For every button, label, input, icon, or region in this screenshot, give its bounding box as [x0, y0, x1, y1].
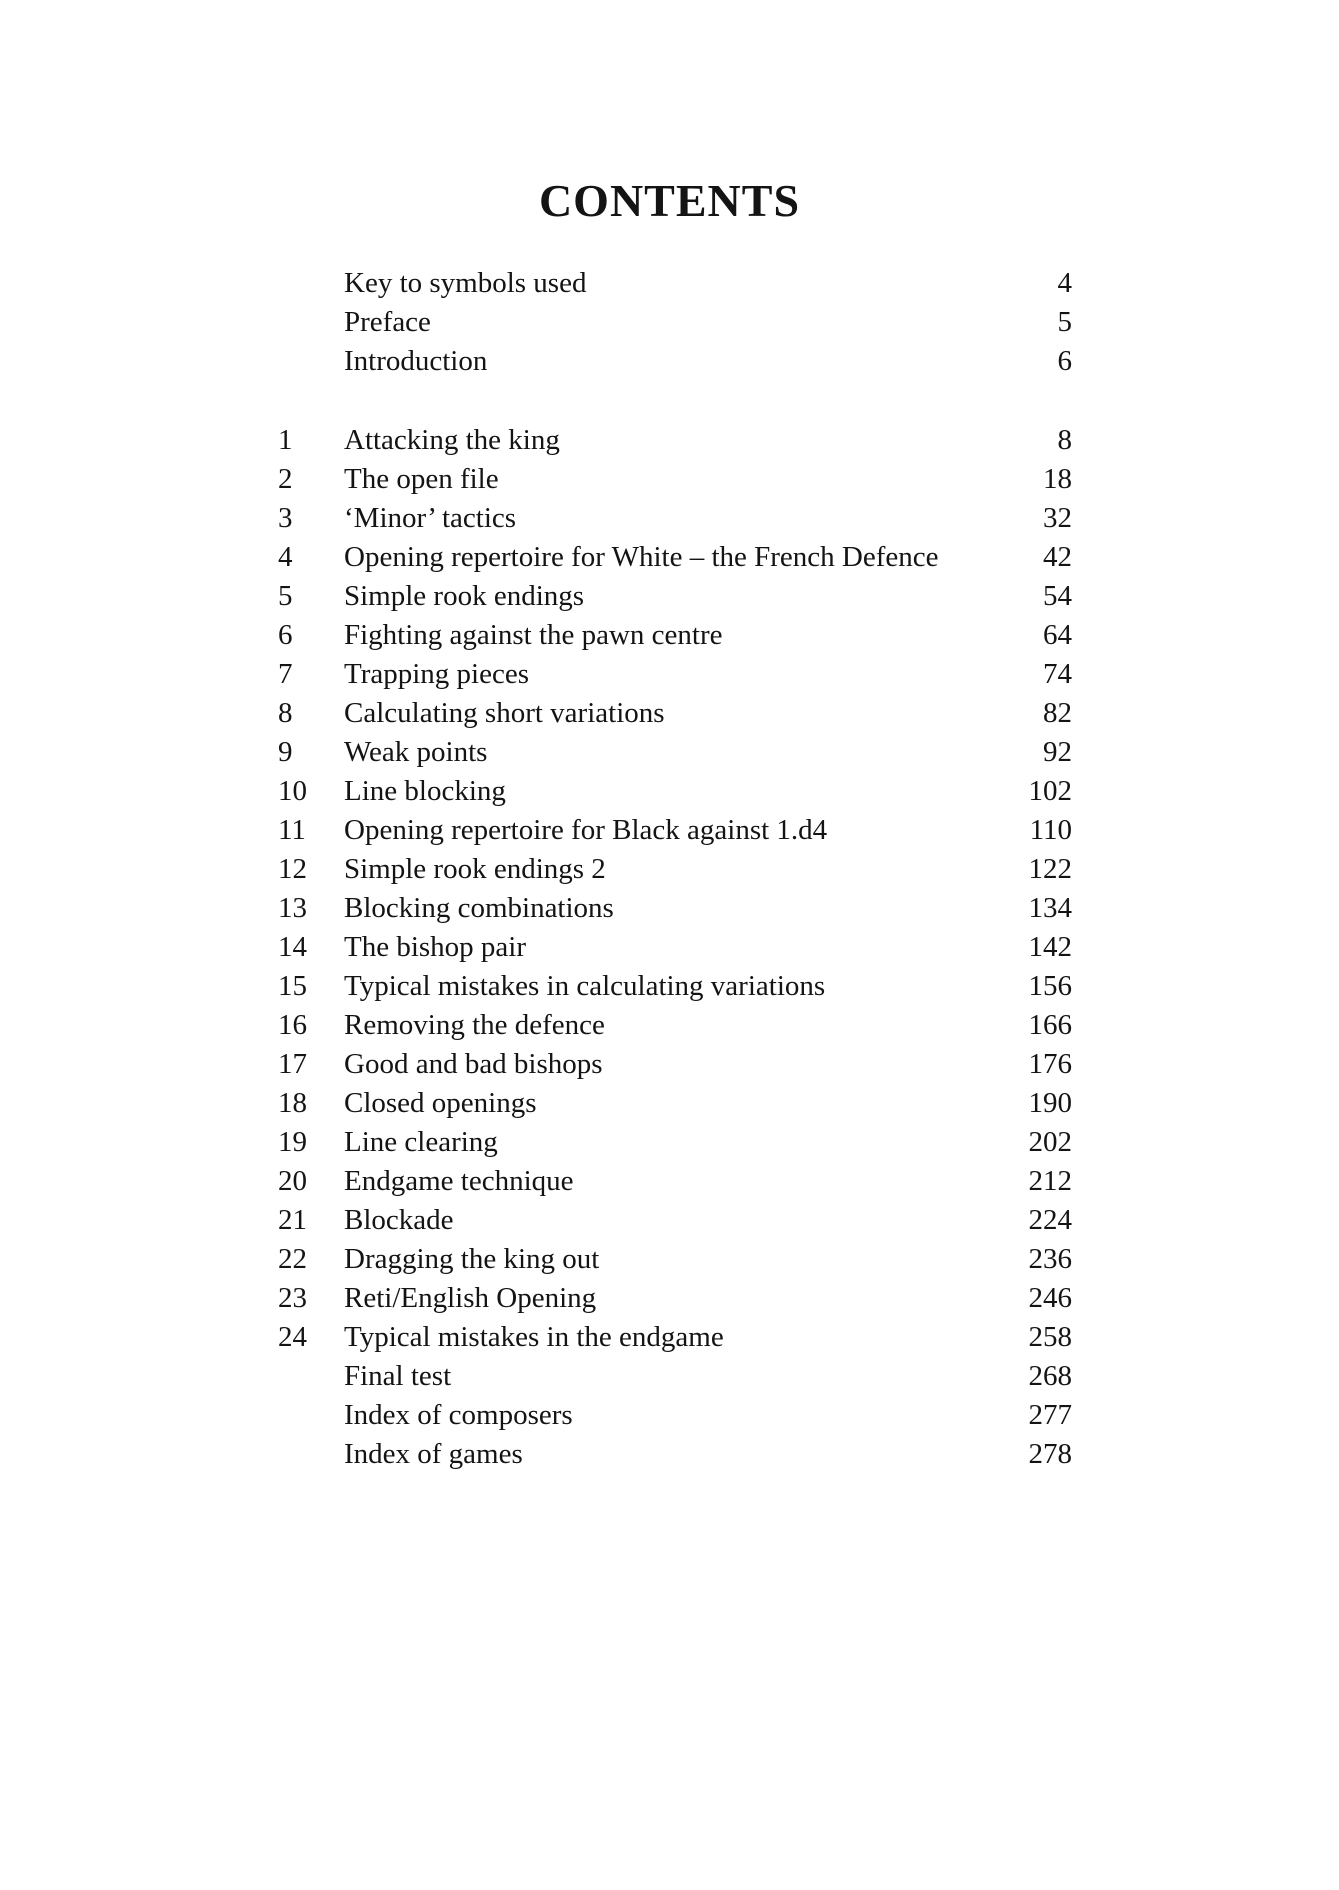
toc-row [278, 1435, 1072, 1474]
entry-page-number: 278 [1028, 1438, 1072, 1470]
toc-row [278, 889, 1072, 928]
entry-title: Key to symbols used [344, 267, 587, 299]
chapter-number: 20 [278, 1165, 307, 1197]
toc-row [278, 264, 1072, 303]
chapter-number: 15 [278, 970, 307, 1002]
front-matter-section [278, 264, 1072, 381]
toc-row [278, 1201, 1072, 1240]
toc-row [278, 811, 1072, 850]
toc-row [278, 655, 1072, 694]
chapter-number: 13 [278, 892, 307, 924]
entry-page-number: 258 [1028, 1321, 1072, 1353]
entry-page-number: 246 [1028, 1282, 1072, 1314]
toc-row [278, 928, 1072, 967]
toc-row [278, 1240, 1072, 1279]
entry-title: Calculating short variations [344, 697, 665, 729]
page-title: CONTENTS [538, 175, 801, 226]
entry-page-number: 142 [1028, 931, 1072, 963]
toc-row [278, 967, 1072, 1006]
entry-title: Endgame technique [344, 1165, 574, 1197]
toc-row [278, 1396, 1072, 1435]
chapter-number: 24 [278, 1321, 307, 1353]
back-matter-section [278, 1357, 1072, 1474]
toc-row [278, 1318, 1072, 1357]
entry-page-number: 176 [1028, 1048, 1072, 1080]
toc-row [278, 733, 1072, 772]
entry-title: Weak points [344, 736, 488, 768]
chapter-number: 10 [278, 775, 307, 807]
chapter-number: 18 [278, 1087, 307, 1119]
entry-title: Typical mistakes in calculating variations [344, 970, 826, 1002]
toc-row [278, 616, 1072, 655]
entry-page-number: 166 [1028, 1009, 1072, 1041]
entry-title: Blocking combinations [344, 892, 614, 924]
entry-title: Good and bad bishops [344, 1048, 603, 1080]
entry-title: Line clearing [344, 1126, 498, 1158]
entry-page-number: 4 [1057, 267, 1072, 299]
entry-title: The bishop pair [344, 931, 527, 963]
entry-page-number: 74 [1043, 658, 1072, 690]
entry-page-number: 8 [1057, 424, 1072, 456]
entry-title: Typical mistakes in the endgame [344, 1321, 724, 1353]
entry-title: Index of games [344, 1438, 523, 1470]
entry-page-number: 54 [1043, 580, 1072, 612]
entry-page-number: 64 [1043, 619, 1072, 651]
chapter-number: 1 [278, 424, 293, 456]
entry-title: Simple rook endings 2 [344, 853, 606, 885]
chapters-section [278, 421, 1072, 1357]
toc-row [278, 421, 1072, 460]
toc-row [278, 850, 1072, 889]
toc-row [278, 1045, 1072, 1084]
entry-page-number: 236 [1028, 1243, 1072, 1275]
entry-title: Index of composers [344, 1399, 573, 1431]
chapter-number: 4 [278, 541, 293, 573]
entry-title: Opening repertoire for Black against 1.d4 [344, 814, 828, 846]
toc-row [278, 577, 1072, 616]
entry-page-number: 224 [1028, 1204, 1072, 1236]
toc-row [278, 1279, 1072, 1318]
entry-title: Final test [344, 1360, 452, 1392]
toc-row [278, 342, 1072, 381]
entry-page-number: 82 [1043, 697, 1072, 729]
toc-row [278, 499, 1072, 538]
entry-title: Closed openings [344, 1087, 537, 1119]
entry-page-number: 32 [1043, 502, 1072, 534]
toc-row [278, 303, 1072, 342]
toc-row [278, 1006, 1072, 1045]
entry-title: Trapping pieces [344, 658, 529, 690]
entry-page-number: 122 [1028, 853, 1072, 885]
entry-title: Preface [344, 306, 431, 338]
chapter-number: 3 [278, 502, 293, 534]
entry-title: Removing the defence [344, 1009, 605, 1041]
entry-title: Blockade [344, 1204, 454, 1236]
entry-page-number: 6 [1057, 345, 1072, 377]
chapter-number: 21 [278, 1204, 307, 1236]
toc-row [278, 1123, 1072, 1162]
entry-title: Attacking the king [344, 424, 560, 456]
entry-page-number: 156 [1028, 970, 1072, 1002]
entry-title: ‘Minor’ tactics [344, 502, 517, 534]
toc-row [278, 694, 1072, 733]
entry-title: Introduction [344, 345, 488, 377]
entry-page-number: 18 [1043, 463, 1072, 495]
entry-title: Opening repertoire for White – the French Defence [344, 541, 939, 573]
entry-title: Reti/English Opening [344, 1282, 597, 1314]
entry-title: The open file [344, 463, 499, 495]
entry-page-number: 102 [1028, 775, 1072, 807]
entry-page-number: 190 [1028, 1087, 1072, 1119]
entry-title: Fighting against the pawn centre [344, 619, 723, 651]
chapter-number: 9 [278, 736, 293, 768]
entry-title: Simple rook endings [344, 580, 585, 612]
toc-row [278, 538, 1072, 577]
toc-row [278, 1162, 1072, 1201]
entry-page-number: 277 [1028, 1399, 1072, 1431]
chapter-number: 7 [278, 658, 293, 690]
chapter-number: 23 [278, 1282, 307, 1314]
toc-row [278, 772, 1072, 811]
entry-page-number: 5 [1057, 306, 1072, 338]
entry-title: Line blocking [344, 775, 506, 807]
entry-page-number: 268 [1028, 1360, 1072, 1392]
entry-page-number: 42 [1043, 541, 1072, 573]
chapter-number: 2 [278, 463, 293, 495]
chapter-number: 12 [278, 853, 307, 885]
table-of-contents [278, 264, 1072, 1474]
entry-page-number: 110 [1029, 814, 1072, 846]
entry-page-number: 134 [1028, 892, 1072, 924]
chapter-number: 19 [278, 1126, 307, 1158]
chapter-number: 6 [278, 619, 293, 651]
toc-row [278, 1084, 1072, 1123]
chapter-number: 14 [278, 931, 307, 963]
chapter-number: 17 [278, 1048, 307, 1080]
chapter-number: 16 [278, 1009, 307, 1041]
toc-row [278, 460, 1072, 499]
chapter-number: 22 [278, 1243, 307, 1275]
toc-row [278, 1357, 1072, 1396]
chapter-number: 5 [278, 580, 293, 612]
entry-page-number: 92 [1043, 736, 1072, 768]
entry-title: Dragging the king out [344, 1243, 600, 1275]
chapter-number: 11 [278, 814, 306, 846]
chapter-number: 8 [278, 697, 293, 729]
entry-page-number: 212 [1028, 1165, 1072, 1197]
entry-page-number: 202 [1028, 1126, 1072, 1158]
